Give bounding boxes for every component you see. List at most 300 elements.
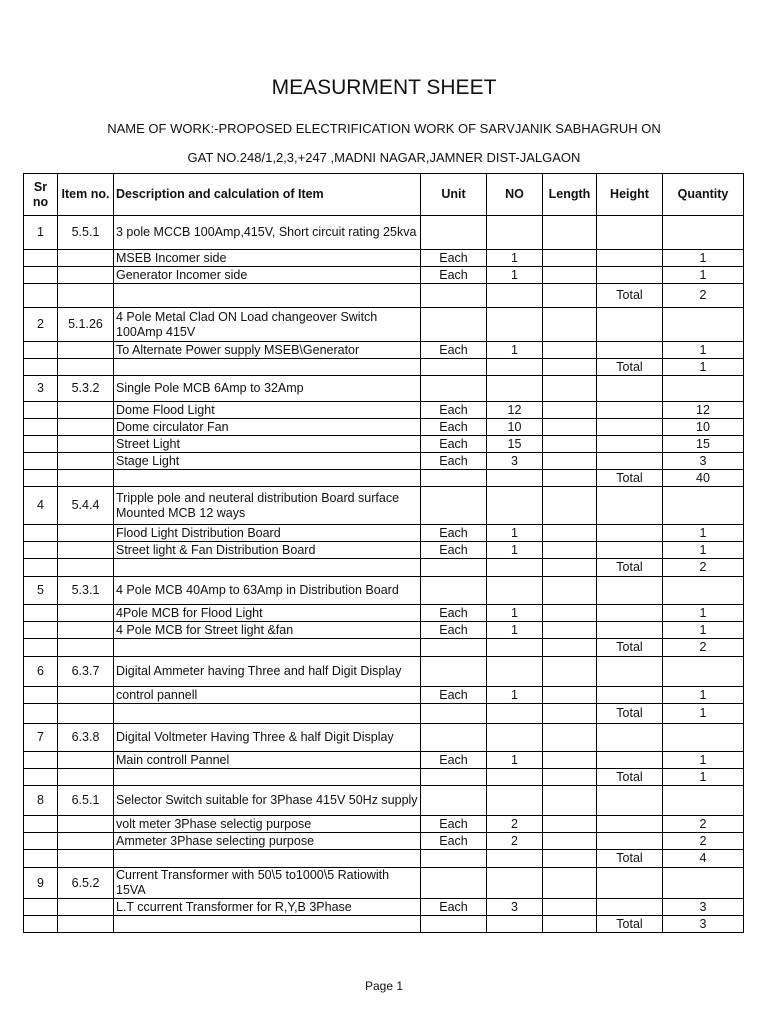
cell-unit	[421, 559, 487, 577]
cell-sr-no: 4	[24, 487, 58, 525]
cell-no: 1	[487, 267, 543, 284]
table-row	[24, 559, 744, 577]
cell-item-no	[58, 267, 114, 284]
cell-no: 1	[487, 622, 543, 639]
cell-item-no	[58, 850, 114, 868]
cell-unit	[421, 284, 487, 308]
cell-unit	[421, 850, 487, 868]
cell-height	[597, 525, 663, 542]
cell-sr-no	[24, 267, 58, 284]
cell-height	[597, 622, 663, 639]
sheet-title: MEASURMENT SHEET	[271, 76, 497, 99]
cell-quantity	[663, 657, 744, 687]
cell-length	[543, 724, 597, 752]
header-height: Height	[597, 174, 663, 216]
table-row	[24, 250, 744, 267]
cell-sr-no	[24, 453, 58, 470]
cell-quantity: 2	[663, 816, 744, 833]
header-row	[24, 174, 744, 216]
cell-item-no	[58, 419, 114, 436]
cell-item-no	[58, 769, 114, 786]
cell-unit	[421, 577, 487, 605]
cell-no: 12	[487, 402, 543, 419]
cell-quantity: 1	[663, 769, 744, 786]
cell-length	[543, 786, 597, 816]
cell-sr-no	[24, 559, 58, 577]
cell-item-no	[58, 622, 114, 639]
cell-item-no	[58, 542, 114, 559]
cell-height: Total	[597, 850, 663, 868]
table-row	[24, 284, 744, 308]
cell-height	[597, 419, 663, 436]
cell-description: 4Pole MCB for Flood Light	[114, 605, 421, 622]
table-row	[24, 724, 744, 752]
cell-description	[114, 916, 421, 933]
table-row	[24, 769, 744, 786]
table-row	[24, 308, 744, 342]
cell-unit	[421, 376, 487, 402]
cell-description: Flood Light Distribution Board	[114, 525, 421, 542]
cell-length	[543, 833, 597, 850]
cell-unit: Each	[421, 833, 487, 850]
cell-item-no: 6.3.7	[58, 657, 114, 687]
cell-item-no: 6.5.2	[58, 868, 114, 899]
cell-quantity	[663, 577, 744, 605]
cell-height: Total	[597, 704, 663, 724]
cell-height: Total	[597, 559, 663, 577]
cell-quantity: 1	[663, 687, 744, 704]
cell-quantity	[663, 868, 744, 899]
cell-length	[543, 687, 597, 704]
cell-unit: Each	[421, 419, 487, 436]
cell-sr-no	[24, 704, 58, 724]
cell-sr-no	[24, 419, 58, 436]
cell-length	[543, 868, 597, 899]
cell-description	[114, 470, 421, 487]
cell-quantity	[663, 308, 744, 342]
cell-sr-no	[24, 622, 58, 639]
cell-unit: Each	[421, 622, 487, 639]
cell-item-no: 5.5.1	[58, 216, 114, 250]
table-row	[24, 622, 744, 639]
cell-unit: Each	[421, 453, 487, 470]
cell-quantity: 10	[663, 419, 744, 436]
cell-sr-no	[24, 850, 58, 868]
cell-height	[597, 436, 663, 453]
cell-no	[487, 487, 543, 525]
cell-item-no	[58, 605, 114, 622]
cell-unit: Each	[421, 250, 487, 267]
cell-length	[543, 850, 597, 868]
cell-no	[487, 724, 543, 752]
cell-length	[543, 577, 597, 605]
cell-description: Dome Flood Light	[114, 402, 421, 419]
cell-height: Total	[597, 769, 663, 786]
cell-unit: Each	[421, 899, 487, 916]
cell-description: Selector Switch suitable for 3Phase 415V 50Hz supply	[114, 786, 421, 816]
cell-sr-no	[24, 402, 58, 419]
cell-quantity: 2	[663, 559, 744, 577]
cell-height: Total	[597, 359, 663, 376]
cell-item-no	[58, 559, 114, 577]
cell-unit	[421, 786, 487, 816]
cell-sr-no	[24, 359, 58, 376]
cell-unit: Each	[421, 342, 487, 359]
header-quantity: Quantity	[663, 174, 744, 216]
cell-unit	[421, 704, 487, 724]
table-row	[24, 525, 744, 542]
cell-quantity: 2	[663, 284, 744, 308]
cell-sr-no	[24, 605, 58, 622]
cell-sr-no: 6	[24, 657, 58, 687]
cell-item-no: 5.1.26	[58, 308, 114, 342]
cell-unit: Each	[421, 752, 487, 769]
cell-height	[597, 816, 663, 833]
cell-no	[487, 577, 543, 605]
cell-length	[543, 657, 597, 687]
table-row	[24, 639, 744, 657]
table-row	[24, 419, 744, 436]
cell-sr-no: 9	[24, 868, 58, 899]
cell-description: volt meter 3Phase selectig purpose	[114, 816, 421, 833]
table-row	[24, 833, 744, 850]
cell-unit	[421, 657, 487, 687]
cell-height: Total	[597, 639, 663, 657]
cell-length	[543, 453, 597, 470]
cell-no: 1	[487, 342, 543, 359]
table-row	[24, 359, 744, 376]
cell-description: Generator Incomer side	[114, 267, 421, 284]
cell-unit	[421, 487, 487, 525]
cell-height: Total	[597, 284, 663, 308]
cell-sr-no	[24, 752, 58, 769]
cell-length	[543, 639, 597, 657]
cell-length	[543, 525, 597, 542]
cell-sr-no: 8	[24, 786, 58, 816]
cell-unit: Each	[421, 542, 487, 559]
header-description: Description and calculation of Item	[114, 174, 421, 216]
cell-quantity: 2	[663, 639, 744, 657]
cell-height	[597, 376, 663, 402]
table-row	[24, 816, 744, 833]
cell-item-no: 5.3.1	[58, 577, 114, 605]
cell-item-no: 5.3.2	[58, 376, 114, 402]
cell-no: 15	[487, 436, 543, 453]
cell-description: Stage Light	[114, 453, 421, 470]
cell-item-no: 6.5.1	[58, 786, 114, 816]
cell-length	[543, 402, 597, 419]
cell-no	[487, 216, 543, 250]
cell-height	[597, 899, 663, 916]
cell-height	[597, 605, 663, 622]
cell-unit	[421, 724, 487, 752]
cell-quantity: 1	[663, 267, 744, 284]
cell-description: Street Light	[114, 436, 421, 453]
cell-height	[597, 542, 663, 559]
cell-quantity: 3	[663, 899, 744, 916]
cell-quantity: 1	[663, 752, 744, 769]
header-no: NO	[487, 174, 543, 216]
cell-length	[543, 559, 597, 577]
cell-sr-no	[24, 542, 58, 559]
cell-description: Tripple pole and neuteral distribution Board surface Mounted MCB 12 ways	[114, 487, 421, 525]
table-row	[24, 850, 744, 868]
header-unit: Unit	[421, 174, 487, 216]
cell-no	[487, 284, 543, 308]
cell-height	[597, 833, 663, 850]
cell-length	[543, 470, 597, 487]
cell-height	[597, 657, 663, 687]
cell-no: 1	[487, 752, 543, 769]
table-row	[24, 916, 744, 933]
measurement-table	[23, 173, 744, 933]
cell-no	[487, 376, 543, 402]
cell-unit	[421, 769, 487, 786]
cell-height	[597, 487, 663, 525]
cell-length	[543, 342, 597, 359]
cell-sr-no	[24, 342, 58, 359]
table-row	[24, 899, 744, 916]
table-row	[24, 704, 744, 724]
cell-quantity: 1	[663, 542, 744, 559]
table-row	[24, 868, 744, 899]
cell-description	[114, 704, 421, 724]
cell-unit	[421, 639, 487, 657]
cell-quantity: 1	[663, 525, 744, 542]
cell-item-no	[58, 284, 114, 308]
page-footer: Page 1	[364, 979, 404, 993]
cell-unit: Each	[421, 402, 487, 419]
cell-item-no	[58, 833, 114, 850]
cell-length	[543, 704, 597, 724]
cell-no: 2	[487, 833, 543, 850]
cell-quantity: 40	[663, 470, 744, 487]
cell-height	[597, 724, 663, 752]
cell-description: To Alternate Power supply MSEB\Generator	[114, 342, 421, 359]
cell-quantity: 4	[663, 850, 744, 868]
table-row	[24, 267, 744, 284]
cell-item-no	[58, 704, 114, 724]
cell-sr-no	[24, 284, 58, 308]
cell-no	[487, 769, 543, 786]
cell-description: Dome circulator Fan	[114, 419, 421, 436]
cell-item-no	[58, 402, 114, 419]
cell-item-no	[58, 752, 114, 769]
cell-height	[597, 577, 663, 605]
cell-length	[543, 487, 597, 525]
cell-sr-no	[24, 470, 58, 487]
cell-height	[597, 752, 663, 769]
cell-no: 1	[487, 687, 543, 704]
cell-unit: Each	[421, 687, 487, 704]
cell-item-no	[58, 359, 114, 376]
cell-no: 3	[487, 899, 543, 916]
cell-sr-no	[24, 687, 58, 704]
cell-height: Total	[597, 470, 663, 487]
cell-description: 4 Pole MCB for Street light &fan	[114, 622, 421, 639]
cell-height	[597, 868, 663, 899]
cell-quantity: 1	[663, 250, 744, 267]
cell-sr-no: 5	[24, 577, 58, 605]
cell-height: Total	[597, 916, 663, 933]
cell-sr-no	[24, 639, 58, 657]
name-of-work-line-2: GAT NO.248/1,2,3,+247 ,MADNI NAGAR,JAMNER DIST-JALGAON	[187, 150, 581, 165]
cell-item-no	[58, 639, 114, 657]
cell-description	[114, 359, 421, 376]
cell-unit	[421, 868, 487, 899]
name-of-work-line-1: NAME OF WORK:-PROPOSED ELECTRIFICATION WORK OF SARVJANIK SABHAGRUH ON	[107, 121, 661, 136]
cell-no	[487, 916, 543, 933]
cell-length	[543, 916, 597, 933]
cell-height	[597, 216, 663, 250]
cell-description: Digital Ammeter having Three and half Digit Display	[114, 657, 421, 687]
table-row	[24, 216, 744, 250]
cell-description: Main controll Pannel	[114, 752, 421, 769]
header-sr-no: Sr no	[24, 174, 58, 216]
cell-quantity: 2	[663, 833, 744, 850]
cell-length	[543, 899, 597, 916]
cell-description: Current Transformer with 50\5 to1000\5 Ratiowith 15VA	[114, 868, 421, 899]
cell-description: control pannell	[114, 687, 421, 704]
cell-length	[543, 267, 597, 284]
cell-description	[114, 850, 421, 868]
cell-no	[487, 704, 543, 724]
cell-quantity: 12	[663, 402, 744, 419]
cell-unit: Each	[421, 267, 487, 284]
cell-sr-no	[24, 769, 58, 786]
cell-no	[487, 850, 543, 868]
table-row	[24, 487, 744, 525]
cell-length	[543, 816, 597, 833]
cell-description	[114, 639, 421, 657]
table-row	[24, 342, 744, 359]
cell-quantity: 1	[663, 605, 744, 622]
cell-height	[597, 687, 663, 704]
cell-quantity: 1	[663, 342, 744, 359]
cell-description: Ammeter 3Phase selecting purpose	[114, 833, 421, 850]
cell-no	[487, 786, 543, 816]
cell-description: Single Pole MCB 6Amp to 32Amp	[114, 376, 421, 402]
cell-item-no	[58, 436, 114, 453]
cell-no: 10	[487, 419, 543, 436]
cell-no	[487, 308, 543, 342]
cell-description: L.T ccurrent Transformer for R,Y,B 3Phase	[114, 899, 421, 916]
table-row	[24, 470, 744, 487]
cell-description: 3 pole MCCB 100Amp,415V, Short circuit rating 25kva	[114, 216, 421, 250]
cell-sr-no	[24, 525, 58, 542]
cell-length	[543, 376, 597, 402]
table-row	[24, 786, 744, 816]
cell-length	[543, 284, 597, 308]
cell-quantity: 3	[663, 453, 744, 470]
table-row	[24, 436, 744, 453]
cell-no	[487, 639, 543, 657]
cell-quantity	[663, 487, 744, 525]
cell-item-no	[58, 342, 114, 359]
cell-no	[487, 657, 543, 687]
table-row	[24, 577, 744, 605]
cell-no	[487, 559, 543, 577]
table-row	[24, 687, 744, 704]
cell-height	[597, 308, 663, 342]
cell-quantity: 1	[663, 704, 744, 724]
cell-sr-no	[24, 816, 58, 833]
table-row	[24, 402, 744, 419]
cell-description: 4 Pole MCB 40Amp to 63Amp in Distribution Board	[114, 577, 421, 605]
cell-sr-no	[24, 916, 58, 933]
cell-length	[543, 359, 597, 376]
cell-quantity: 1	[663, 359, 744, 376]
cell-item-no	[58, 687, 114, 704]
cell-description	[114, 284, 421, 308]
cell-unit: Each	[421, 525, 487, 542]
cell-sr-no	[24, 436, 58, 453]
cell-description	[114, 559, 421, 577]
cell-unit	[421, 470, 487, 487]
table-row	[24, 453, 744, 470]
cell-quantity: 1	[663, 622, 744, 639]
cell-length	[543, 436, 597, 453]
cell-no: 1	[487, 605, 543, 622]
cell-height	[597, 453, 663, 470]
cell-quantity	[663, 786, 744, 816]
cell-unit: Each	[421, 816, 487, 833]
cell-sr-no	[24, 899, 58, 916]
cell-sr-no	[24, 250, 58, 267]
cell-quantity: 15	[663, 436, 744, 453]
cell-length	[543, 622, 597, 639]
cell-description: Street light & Fan Distribution Board	[114, 542, 421, 559]
cell-no	[487, 359, 543, 376]
cell-no	[487, 868, 543, 899]
cell-length	[543, 216, 597, 250]
cell-length	[543, 419, 597, 436]
cell-item-no: 5.4.4	[58, 487, 114, 525]
cell-length	[543, 308, 597, 342]
cell-height	[597, 342, 663, 359]
table-row	[24, 542, 744, 559]
cell-item-no: 6.3.8	[58, 724, 114, 752]
cell-item-no	[58, 899, 114, 916]
cell-item-no	[58, 453, 114, 470]
cell-sr-no: 2	[24, 308, 58, 342]
cell-no: 1	[487, 525, 543, 542]
header-length: Length	[543, 174, 597, 216]
table-body	[24, 216, 744, 933]
cell-quantity	[663, 216, 744, 250]
cell-unit	[421, 916, 487, 933]
cell-height	[597, 786, 663, 816]
cell-quantity	[663, 376, 744, 402]
cell-unit: Each	[421, 436, 487, 453]
table-row	[24, 752, 744, 769]
cell-description: 4 Pole Metal Clad ON Load changeover Switch 100Amp 415V	[114, 308, 421, 342]
cell-sr-no: 7	[24, 724, 58, 752]
cell-length	[543, 542, 597, 559]
cell-no: 1	[487, 542, 543, 559]
cell-length	[543, 769, 597, 786]
cell-unit	[421, 308, 487, 342]
cell-length	[543, 605, 597, 622]
cell-quantity: 3	[663, 916, 744, 933]
cell-unit	[421, 359, 487, 376]
cell-sr-no	[24, 833, 58, 850]
cell-sr-no: 1	[24, 216, 58, 250]
cell-item-no	[58, 470, 114, 487]
table-row	[24, 376, 744, 402]
cell-no	[487, 470, 543, 487]
cell-height	[597, 402, 663, 419]
